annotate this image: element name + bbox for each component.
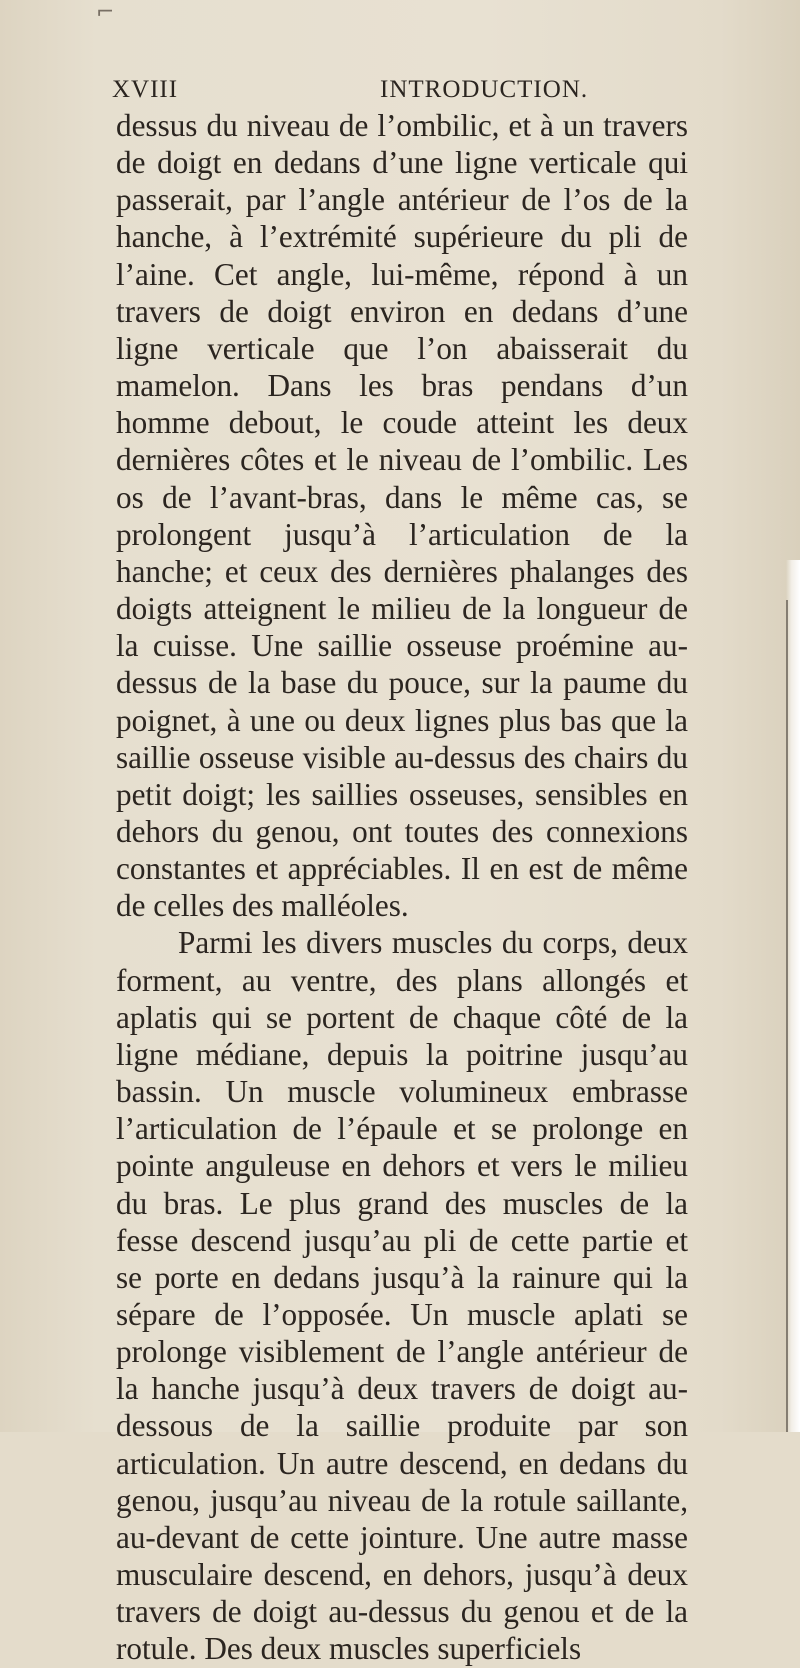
running-title: INTRODUCTION.	[380, 76, 589, 103]
paragraph-continued: dessus du niveau de l’ombilic, et à un travers de doigt en dedans d’une ligne verticale qui passerait, par l’angle antérieur de l’os de la hanche, à l’extrémité supérieure du pli de l’aine. Cet angle, lui-même, répond à un travers de doigt environ en dedans d’une ligne verticale que l’on abaisserait du mamelon. Dans les bras pendans d’un homme debout, le coude atteint les deux dernières côtes et le niveau de l’ombilic. Les os de l’avant-bras, dans le même cas, se prolongent jusqu’à l’articulation de la hanche; et ceux des dernières phalanges des doigts atteignent le milieu de la longueur de la cuisse. Une saillie osseuse proémine au-dessus de la base du pouce, sur la paume du poignet, à une ou deux lignes plus bas que la saillie osseuse visible au-dessus des chairs du petit doigt; les saillies osseuses, sensibles en dehors du genou, ont toutes des connexions constantes et appréciables. Il en est de même de celles des malléoles.	[116, 108, 688, 924]
paragraph-muscles: Parmi les divers muscles du corps, deux forment, au ventre, des plans allongés et aplatis qui se portent de chaque côté de la ligne médiane, depuis la poitrine jusqu’au bassin. Un muscle volumineux embrasse l’articulation de l’épaule et se prolonge en pointe anguleuse en dehors et vers le milieu du bras. Le plus grand des muscles de la fesse descend jusqu’au pli de cette partie et se porte en dedans jusqu’à la rainure qui la sépare de l’opposée. Un muscle aplati se prolonge visiblement de l’angle antérieur de la hanche jusqu’à deux travers de doigt au-dessous de la saillie produite par son articulation. Un autre descend, en dedans du genou, jusqu’au niveau de la rotule saillante, au-devant de cette jointure. Une autre masse musculaire descend, en dehors, jusqu’à deux travers de doigt au-dessus du genou et de la rotule. Des deux muscles superficiels	[116, 925, 688, 1667]
body-text	[116, 107, 688, 1668]
running-header	[112, 76, 672, 106]
page-edge	[786, 560, 800, 1432]
page-corner-mark: ⌐	[96, 0, 115, 25]
page-edge-shadow	[786, 600, 788, 1432]
page-number: XVIII	[112, 76, 179, 103]
